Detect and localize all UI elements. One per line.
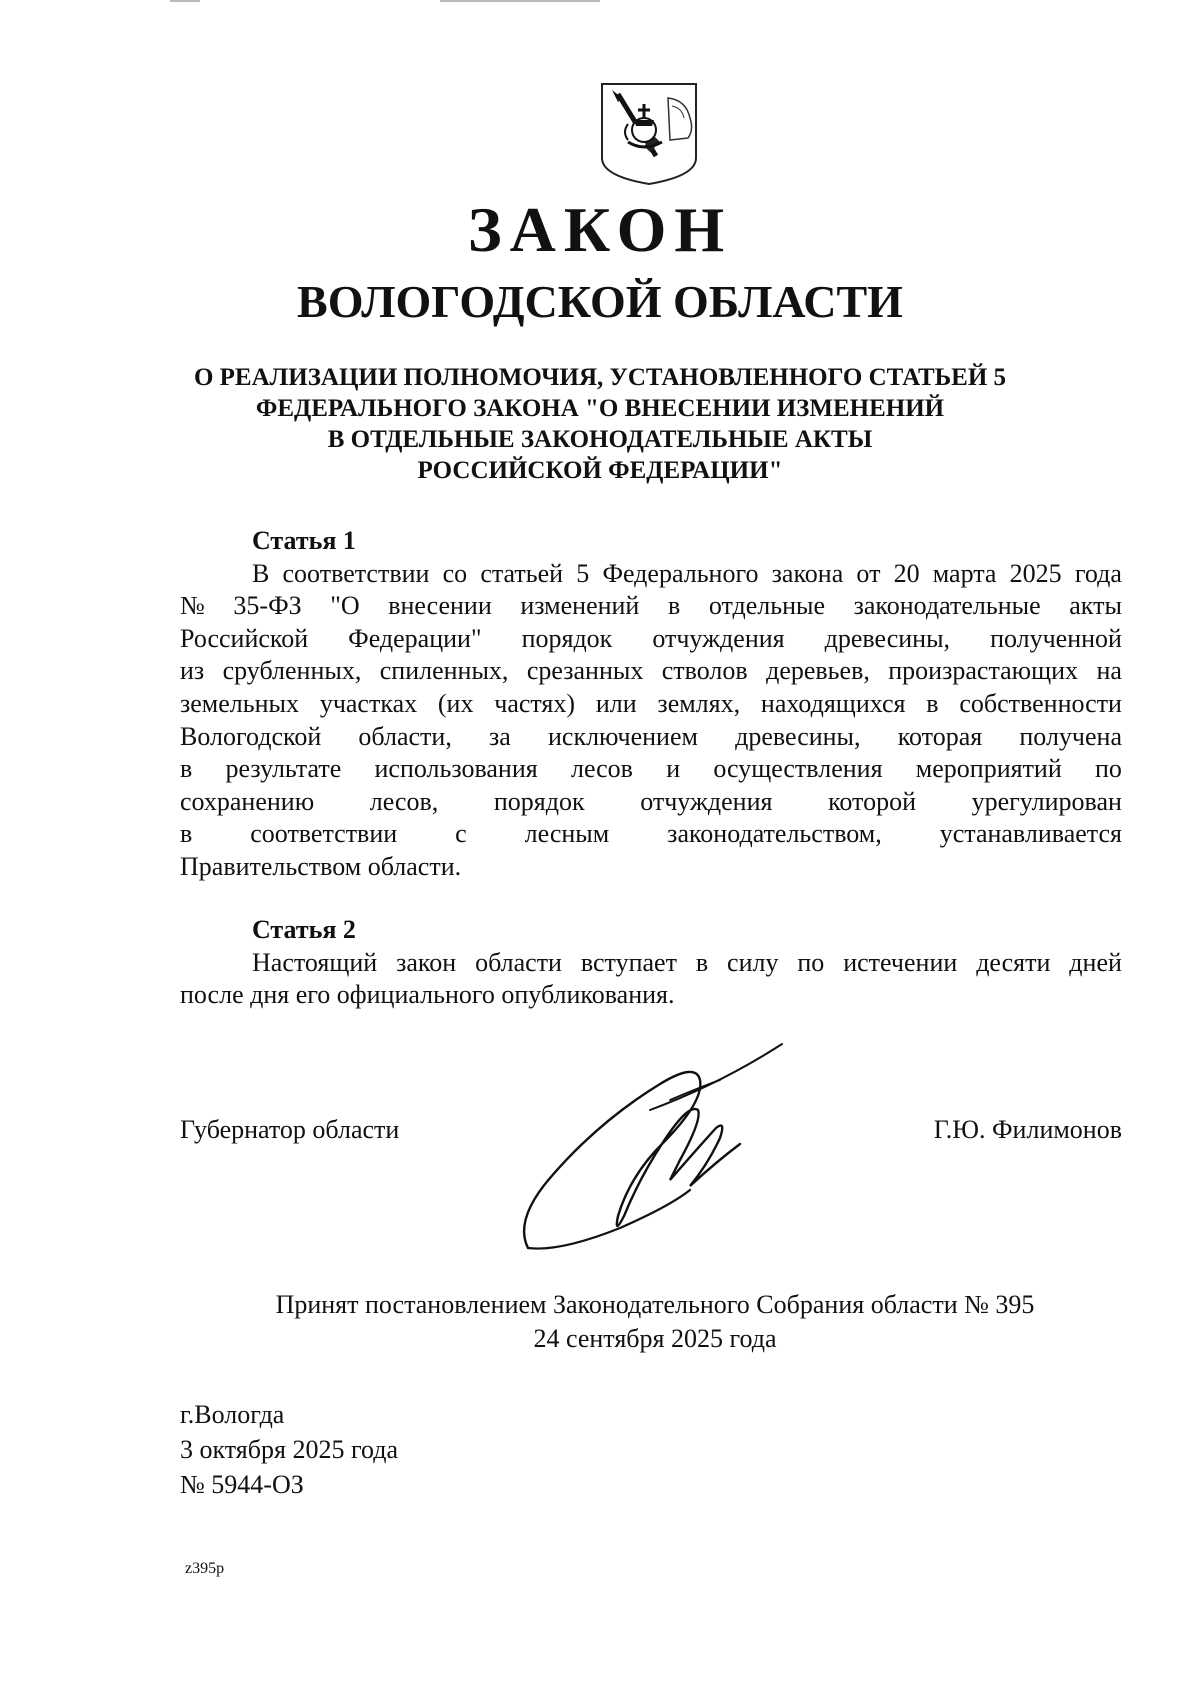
word: лесным bbox=[524, 819, 610, 849]
adoption-note bbox=[0, 1288, 1200, 1356]
word: полученной bbox=[990, 623, 1122, 653]
word: Настоящий bbox=[252, 947, 378, 977]
word: 20 bbox=[893, 558, 920, 588]
word: частях) bbox=[494, 688, 576, 718]
word: соответствии bbox=[250, 819, 398, 849]
word: закон bbox=[396, 947, 457, 977]
law-title bbox=[130, 362, 1070, 486]
word: порядок bbox=[493, 786, 585, 816]
adoption-date: 24 сентября 2025 года bbox=[533, 1324, 777, 1353]
word: которой bbox=[828, 786, 916, 816]
article-1-line bbox=[180, 558, 1122, 591]
word: в bbox=[180, 754, 193, 784]
word: года bbox=[1074, 558, 1122, 588]
word: в bbox=[695, 947, 709, 977]
word: со bbox=[442, 558, 468, 588]
article-1-line bbox=[180, 753, 1122, 786]
city: г.Вологда bbox=[180, 1400, 285, 1429]
article-2-heading: Статья 2 bbox=[252, 915, 356, 944]
signing-date: 3 октября 2025 года bbox=[180, 1435, 398, 1464]
word: собственности bbox=[959, 688, 1122, 718]
word: силу bbox=[727, 947, 779, 977]
word: отчуждения bbox=[652, 623, 785, 653]
word: лесов bbox=[570, 754, 633, 784]
vologda-coat-of-arms-icon bbox=[598, 80, 700, 186]
article-1 bbox=[180, 525, 1122, 884]
word: на bbox=[1096, 656, 1122, 686]
word: Федерального bbox=[602, 558, 759, 588]
word: за bbox=[489, 721, 511, 751]
word: участках bbox=[319, 688, 418, 718]
word: в bbox=[180, 819, 193, 849]
article-1-line bbox=[180, 655, 1122, 688]
word: урегулирован bbox=[971, 786, 1122, 816]
signatory-position: Губернатор области bbox=[180, 1115, 400, 1144]
word: мероприятий bbox=[915, 754, 1062, 784]
adoption-line: Принят постановлением Законодательного Собрания области № 395 bbox=[275, 1290, 1035, 1319]
word: дней bbox=[1069, 947, 1122, 977]
word: 2025 bbox=[1009, 558, 1062, 588]
word: В bbox=[252, 558, 270, 588]
scan-artifact bbox=[170, 0, 200, 2]
word: отчуждения bbox=[640, 786, 773, 816]
word: спиленных, bbox=[379, 656, 509, 686]
article-1-line bbox=[180, 818, 1122, 851]
word: или bbox=[595, 688, 637, 718]
word: по bbox=[1095, 754, 1122, 784]
word: марта bbox=[932, 558, 997, 588]
document-type-title: ЗАКОН bbox=[467, 194, 733, 265]
word: в bbox=[667, 591, 681, 621]
article-1-line bbox=[180, 721, 1122, 754]
word: области bbox=[475, 947, 562, 977]
word: срубленных, bbox=[222, 656, 362, 686]
document-code: z395p bbox=[185, 1560, 225, 1577]
word: 5 bbox=[576, 558, 590, 588]
article-1-line bbox=[180, 590, 1122, 623]
word: Вологодской bbox=[180, 721, 322, 751]
word: древесины, bbox=[824, 623, 951, 653]
law-title-line: ФЕДЕРАЛЬНОГО ЗАКОНА "О ВНЕСЕНИИ ИЗМЕНЕНИЙ bbox=[255, 395, 945, 422]
handwritten-signature-icon bbox=[520, 1040, 860, 1265]
word: сохранению bbox=[180, 786, 315, 816]
scan-artifact bbox=[440, 0, 600, 2]
article-2-line: после дня его официального опубликования. bbox=[180, 980, 675, 1010]
article-1-line bbox=[180, 623, 1122, 656]
word: исключением bbox=[548, 721, 698, 751]
word: находящихся bbox=[760, 688, 906, 718]
region-title: ВОЛОГОДСКОЙ ОБЛАСТИ bbox=[297, 276, 903, 327]
signatory-name: Г.Ю. Филимонов bbox=[933, 1115, 1122, 1144]
word: № bbox=[180, 591, 205, 621]
word: древесины, bbox=[735, 721, 861, 751]
word: законодательством, bbox=[667, 819, 882, 849]
word: внесении bbox=[388, 591, 492, 621]
word: законодательные bbox=[853, 591, 1041, 621]
word: отдельные bbox=[708, 591, 826, 621]
word: которая bbox=[897, 721, 983, 751]
law-number: № 5944-ОЗ bbox=[180, 1470, 304, 1499]
article-1-line bbox=[180, 688, 1122, 721]
word: устанавливается bbox=[939, 819, 1122, 849]
word: вступает bbox=[580, 947, 677, 977]
word: статьей bbox=[480, 558, 564, 588]
law-title-line: О РЕАЛИЗАЦИИ ПОЛНОМОЧИЯ, УСТАНОВЛЕННОГО СТАТЬЕЙ 5 bbox=[193, 364, 1007, 391]
word: области, bbox=[358, 721, 452, 751]
word: "О bbox=[330, 591, 360, 621]
word: соответствии bbox=[282, 558, 430, 588]
word: лесов, bbox=[369, 786, 439, 816]
word: произрастающих bbox=[888, 656, 1079, 686]
word: стволов bbox=[661, 656, 748, 686]
word: использования bbox=[374, 754, 538, 784]
word: земельных bbox=[180, 688, 300, 718]
word: от bbox=[856, 558, 881, 588]
word: в bbox=[926, 688, 939, 718]
word: истечении bbox=[843, 947, 958, 977]
word: Федерации" bbox=[348, 623, 482, 653]
word: с bbox=[455, 819, 467, 849]
word: (их bbox=[437, 688, 474, 718]
word: землях, bbox=[657, 688, 741, 718]
word: закона bbox=[771, 558, 844, 588]
word: Российской bbox=[180, 623, 309, 653]
word: из bbox=[180, 656, 205, 686]
word: 35-ФЗ bbox=[233, 591, 302, 621]
word: по bbox=[797, 947, 825, 977]
word: акты bbox=[1069, 591, 1122, 621]
word: результате bbox=[225, 754, 342, 784]
article-1-heading: Статья 1 bbox=[252, 526, 356, 555]
article-2-line bbox=[180, 947, 1122, 980]
article-2 bbox=[180, 914, 1122, 1012]
article-1-line bbox=[180, 786, 1122, 819]
word: деревьев, bbox=[766, 656, 870, 686]
word: осуществления bbox=[713, 754, 883, 784]
word: и bbox=[666, 754, 681, 784]
word: десяти bbox=[976, 947, 1051, 977]
law-title-line: В ОТДЕЛЬНЫЕ ЗАКОНОДАТЕЛЬНЫЕ АКТЫ bbox=[327, 426, 873, 453]
law-title-line: РОССИЙСКОЙ ФЕДЕРАЦИИ" bbox=[417, 457, 783, 484]
article-1-line: Правительством области. bbox=[180, 851, 462, 881]
place-date-number bbox=[180, 1397, 398, 1502]
word: срезанных bbox=[526, 656, 644, 686]
word: порядок bbox=[521, 623, 613, 653]
word: изменений bbox=[520, 591, 640, 621]
word: получена bbox=[1019, 721, 1122, 751]
